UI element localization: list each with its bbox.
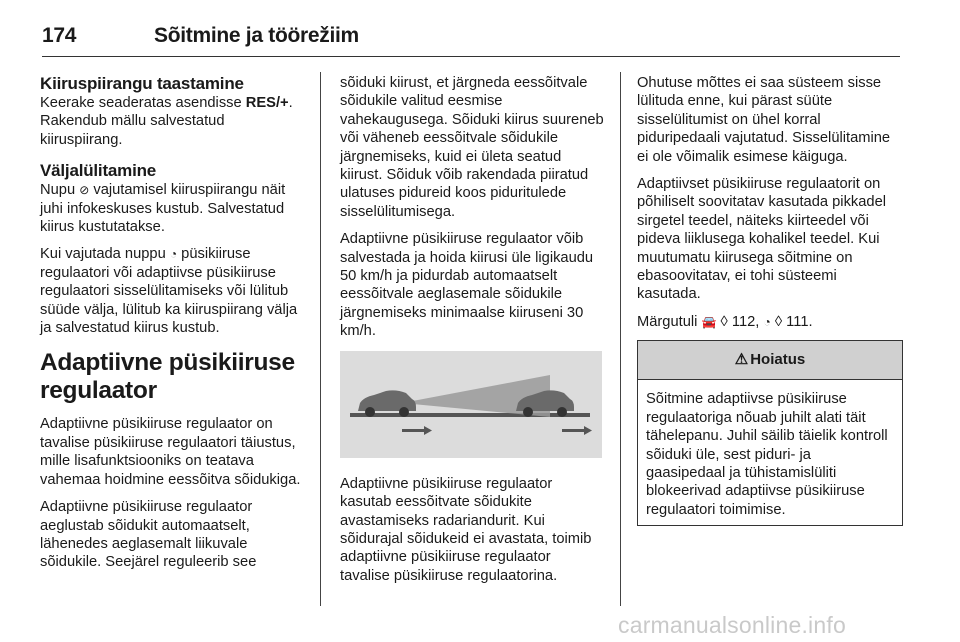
paragraph-speed-range: Adaptiivne püsikiiruse regulaator võib salvestada ja hoida kiirusi üle ligikaudu 50 km/h ja pidurdab automaatselt eessõitvale aeglasemale sõidukile järgnemiseks minimaalse kiiruseni 30 km/h.	[340, 231, 594, 340]
direction-arrow-left	[402, 426, 432, 435]
speedometer-icon: ◔	[169, 247, 178, 262]
text: Keerake seaderatas asendisse	[40, 95, 246, 111]
radar-diagram	[340, 351, 602, 458]
road-line	[350, 413, 590, 417]
paragraph-deactivation-2	[40, 245, 306, 337]
warning-box	[637, 340, 903, 526]
paragraph-resume	[40, 94, 306, 149]
column-3	[637, 74, 903, 526]
warning-title: Hoiatus	[750, 351, 806, 369]
page-header	[42, 10, 900, 57]
paragraph-safety: Ohutuse mõttes ei saa süsteem sisse lülituda enne, kui pärast süüte sisselülitumist on ühel korral piduripedaali vajutatud. Sisselülitamine ei ole võimalik esimese käiguga.	[637, 75, 891, 165]
speedometer-icon: ◔	[763, 314, 771, 329]
ref-link-111[interactable]: 111.	[782, 313, 813, 330]
res-label: RES/+	[245, 95, 289, 111]
column-2	[340, 74, 604, 594]
ref-arrow-icon: ◊	[774, 313, 783, 330]
warning-triangle-icon: ⚠	[734, 351, 749, 369]
text: . Rakendub mällu salvestatud kiiruspiirang.	[40, 95, 293, 148]
radar-illustration	[340, 351, 602, 458]
car-front-icon: 🚘	[701, 314, 717, 329]
warning-header	[638, 341, 902, 380]
paragraph-indicator-ref	[637, 313, 903, 331]
column-1	[40, 74, 306, 581]
column-divider	[620, 72, 621, 606]
page-number: 174	[42, 24, 77, 47]
text: Nupu	[40, 182, 80, 199]
speedometer-cancel-icon: ⊘	[79, 183, 90, 198]
text: Märgutuli	[637, 313, 702, 330]
heading-deactivation: Väljalülitamine	[40, 161, 157, 181]
ref-arrow-icon: ◊	[720, 313, 728, 330]
direction-arrow-right	[562, 426, 592, 435]
paragraph-deactivation-1	[40, 181, 306, 236]
paragraph-radar-sensor: Adaptiivne püsikiiruse regulaator kasutab eessõitvate sõidukite avastamiseks radariandurit. Kui sõidurajal sõidukeid ei avastata, toimib adaptiivne püsikiiruse regulaator tavalise püsikiiruse regulaatorina.	[340, 475, 592, 584]
heading-adaptive-cruise: Adaptiivne püsikiiruse regulaator	[40, 349, 295, 405]
text: vajutamisel kiiruspiirangu näit juhi infokeskuses kustub. Salvestatud kiirus kustutatakse.	[40, 182, 286, 236]
watermark: carmanualsonline.info	[618, 612, 846, 638]
paragraph-adaptive-2: Adaptiivne püsikiiruse regulaator aeglustab sõidukit automaatselt, lähenedes aeglasemalt liikuvale sõidukile. Seejärel reguleerib see	[40, 499, 257, 571]
paragraph-adaptive-1: Adaptiivne püsikiiruse regulaator on tavalise püsikiiruse regulaatori täiustus, mille lisafunktsiooniks on teatava vahemaa hoidmine eessõitva sõidukiga.	[40, 416, 301, 488]
column-divider	[320, 72, 321, 606]
ref-link-112[interactable]: 112,	[727, 313, 764, 330]
text: Kui vajutada nuppu	[40, 246, 170, 263]
page-title: Sõitmine ja töörežiim	[154, 24, 359, 47]
paragraph-recommendation: Adaptiivset püsikiiruse regulaatorit on põhiliselt soovitatav kasutada pikkadel sirgetel teedel, näiteks kiirteedel või pideva liiklusega kohalikel teedel. Kui muutumatu kiirusega sõitmine on ebasoovitatav, ei tohi süsteemi kasutada.	[637, 176, 887, 303]
paragraph-following: sõiduki kiirust, et järgneda eessõitvale sõidukile valitud eesmise vahekaugusega. Sõiduki kiirus suureneb või väheneb eessõitvale sõidukile järgnemiseks, kuid ei ületa seatud kiirust. Sõiduk võib rakendada piiratud ulatuses pidureid koos piduritulede sisselülitumisega.	[340, 75, 604, 220]
warning-body: Sõitmine adaptiivse püsikiiruse regulaatoriga nõuab juhilt alati täit tähelepanu. Juhil säilib täielik kontroll sõiduki üle, sest piduri- ja gaasipedaal ja tühistamislüliti blokeerivad adaptiivse püsikiiruse regulaatori toimimise.	[646, 391, 888, 518]
text: püsikiiruse regulaatori või adaptiivse püsikiiruse regulaatori sisselülitamiseks või lülitub süüde välja, lülitub ka kiiruspiirang välja ja salvestatud kiirus kustub.	[40, 246, 298, 337]
heading-speed-limit-resume: Kiiruspiirangu taastamine	[40, 74, 244, 93]
